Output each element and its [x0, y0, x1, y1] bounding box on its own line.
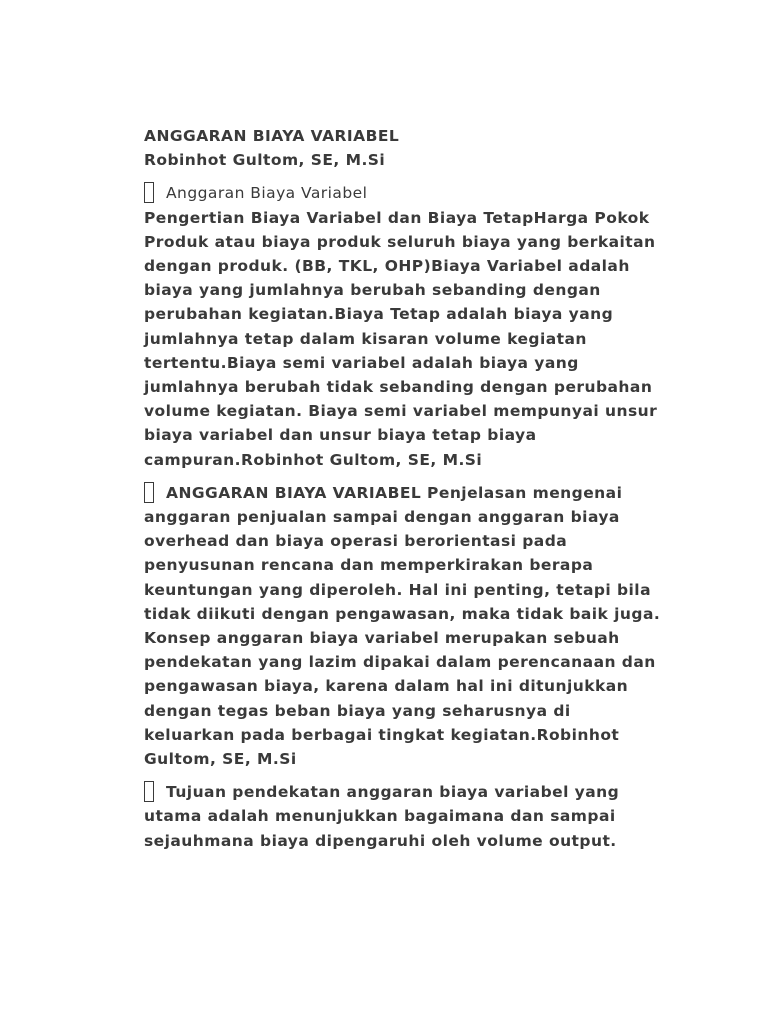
checkbox-icon: [144, 781, 154, 802]
checkbox-icon: [144, 482, 154, 503]
document-content: [144, 124, 664, 862]
paragraph-text: ANGGARAN BIAYA VARIABEL Penjelasan mengenai anggaran penjualan sampai dengan anggaran biaya overhead dan biaya operasi berorientasi pada penyusunan rencana dan memperkirakan berapa keuntungan yang diperoleh. Hal ini penting, tetapi bila tidak diikuti dengan pengawasan, maka tidak baik juga. Konsep anggaran biaya variabel merupakan sebuah pendekatan yang lazim dipakai dalam perencanaan dan pengawasan biaya, karena dalam hal ini ditunjukkan dengan tegas beban biaya yang seharusnya di keluarkan pada berbagai tingkat kegiatan.Robinhot Gultom, SE, M.Si: [144, 483, 661, 769]
paragraph-text: Pengertian Biaya Variabel dan Biaya TetapHarga Pokok Produk atau biaya produk seluruh biaya yang berkaitan dengan produk. (BB, TKL, OHP)Biaya Variabel adalah biaya yang jumlahnya berubah sebanding dengan perubahan kegiatan.Biaya Tetap adalah biaya yang jumlahnya tetap dalam kisaran volume kegiatan tertentu.Biaya semi variabel adalah biaya yang jumlahnya berubah tidak sebanding dengan perubahan volume kegiatan. Biaya semi variabel mempunyai unsur biaya variabel dan unsur biaya tetap biaya campuran.Robinhot Gultom, SE, M.Si: [144, 208, 658, 469]
document-author: Robinhot Gultom, SE, M.Si: [144, 151, 386, 170]
document-title: ANGGARAN BIAYA VARIABEL: [144, 127, 400, 145]
paragraph-2: [144, 481, 664, 771]
paragraph-1: [144, 181, 664, 471]
paragraph-heading: Anggaran Biaya Variabel: [166, 184, 368, 203]
checkbox-icon: [144, 182, 154, 203]
paragraph-3: [144, 780, 664, 853]
paragraph-text: Tujuan pendekatan anggaran biaya variabel yang utama adalah menunjukkan bagaimana dan sampai sejauhmana biaya dipengaruhi oleh volume output.: [144, 783, 620, 850]
title-block: [144, 124, 664, 172]
